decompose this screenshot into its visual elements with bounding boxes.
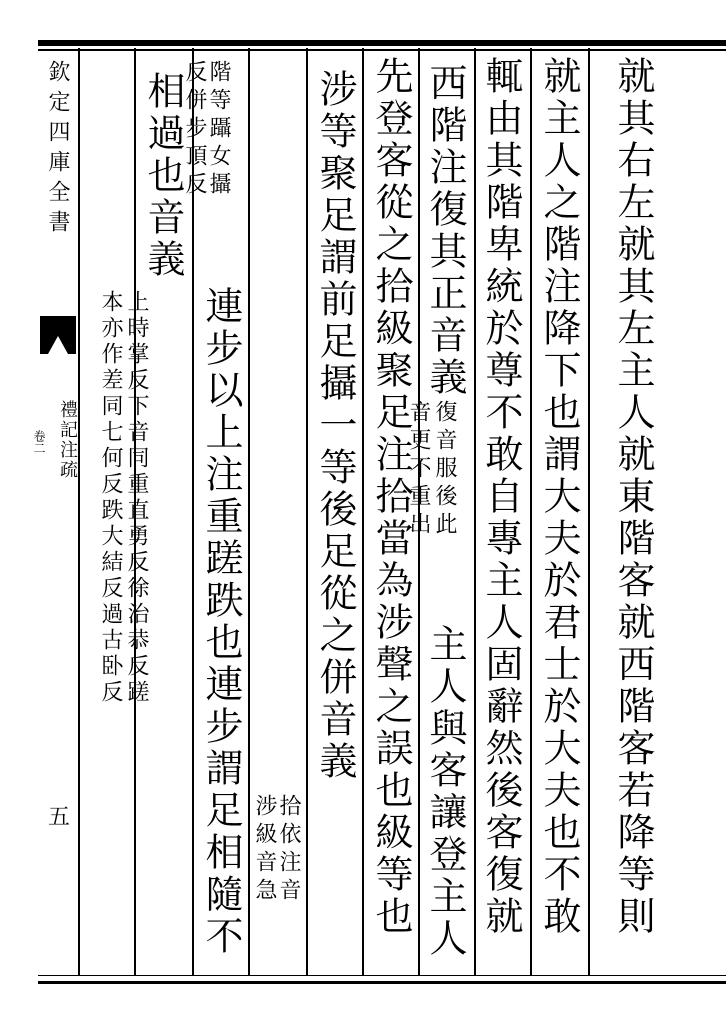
margin-divider: [78, 48, 80, 976]
column-rule: [248, 48, 250, 976]
text-column-2: 就主人之階注降下也謂大夫於君士於大夫也不敢: [537, 56, 581, 938]
text-column-5: 先登客從之拾級聚足注拾當為涉聲之誤也級等也: [369, 56, 413, 938]
annotation-left: 反併步頂反: [182, 60, 207, 200]
column-rule: [530, 48, 532, 976]
section-title: 禮記注疏: [57, 400, 78, 480]
text-column-7: 連步以上注重蹉跌也連步謂足相隨不: [199, 286, 243, 958]
section-volume: 卷二: [32, 430, 46, 454]
bottom-border: [38, 981, 726, 984]
fishtail-mark-icon: [40, 316, 76, 354]
top-border-inner: [38, 49, 726, 51]
annotation-right: 階等躡女攝: [206, 60, 231, 200]
text-column-4-cont: 主人與客讓登主人: [423, 624, 467, 960]
text-column-3: 輒由其階卑統於尊不敢自專主人固辭然後客復就: [479, 56, 523, 938]
page-number: 五: [48, 805, 71, 830]
annotation-right: 拾依注音: [276, 794, 301, 906]
top-border: [38, 40, 726, 46]
column-rule: [362, 48, 364, 976]
book-title: 欽定四庫全書: [45, 60, 70, 240]
annotation-right: 復音服後此: [432, 400, 457, 540]
text-column-8-main: 相過也音義: [141, 71, 185, 281]
text-column-4-main: 西階注復其正音義: [423, 63, 467, 399]
annotation-right: 上時掌反下音同重直勇反徐治恭反蹉: [124, 290, 149, 706]
bottom-border-inner: [38, 975, 726, 976]
column-rule: [306, 48, 308, 976]
annotation-left: 涉級音急: [252, 794, 277, 906]
annotation-left: 音更不重出: [406, 400, 431, 540]
annotation-left: 本亦作差同七何反跌大結反過古卧反: [98, 290, 123, 706]
column-rule: [588, 48, 590, 976]
text-column-1: 就其右左就其左主人就東階客就西階客若降等則: [611, 56, 655, 938]
text-column-6-main: 涉等聚足謂前足攝一等後足從之併音義: [313, 69, 357, 783]
